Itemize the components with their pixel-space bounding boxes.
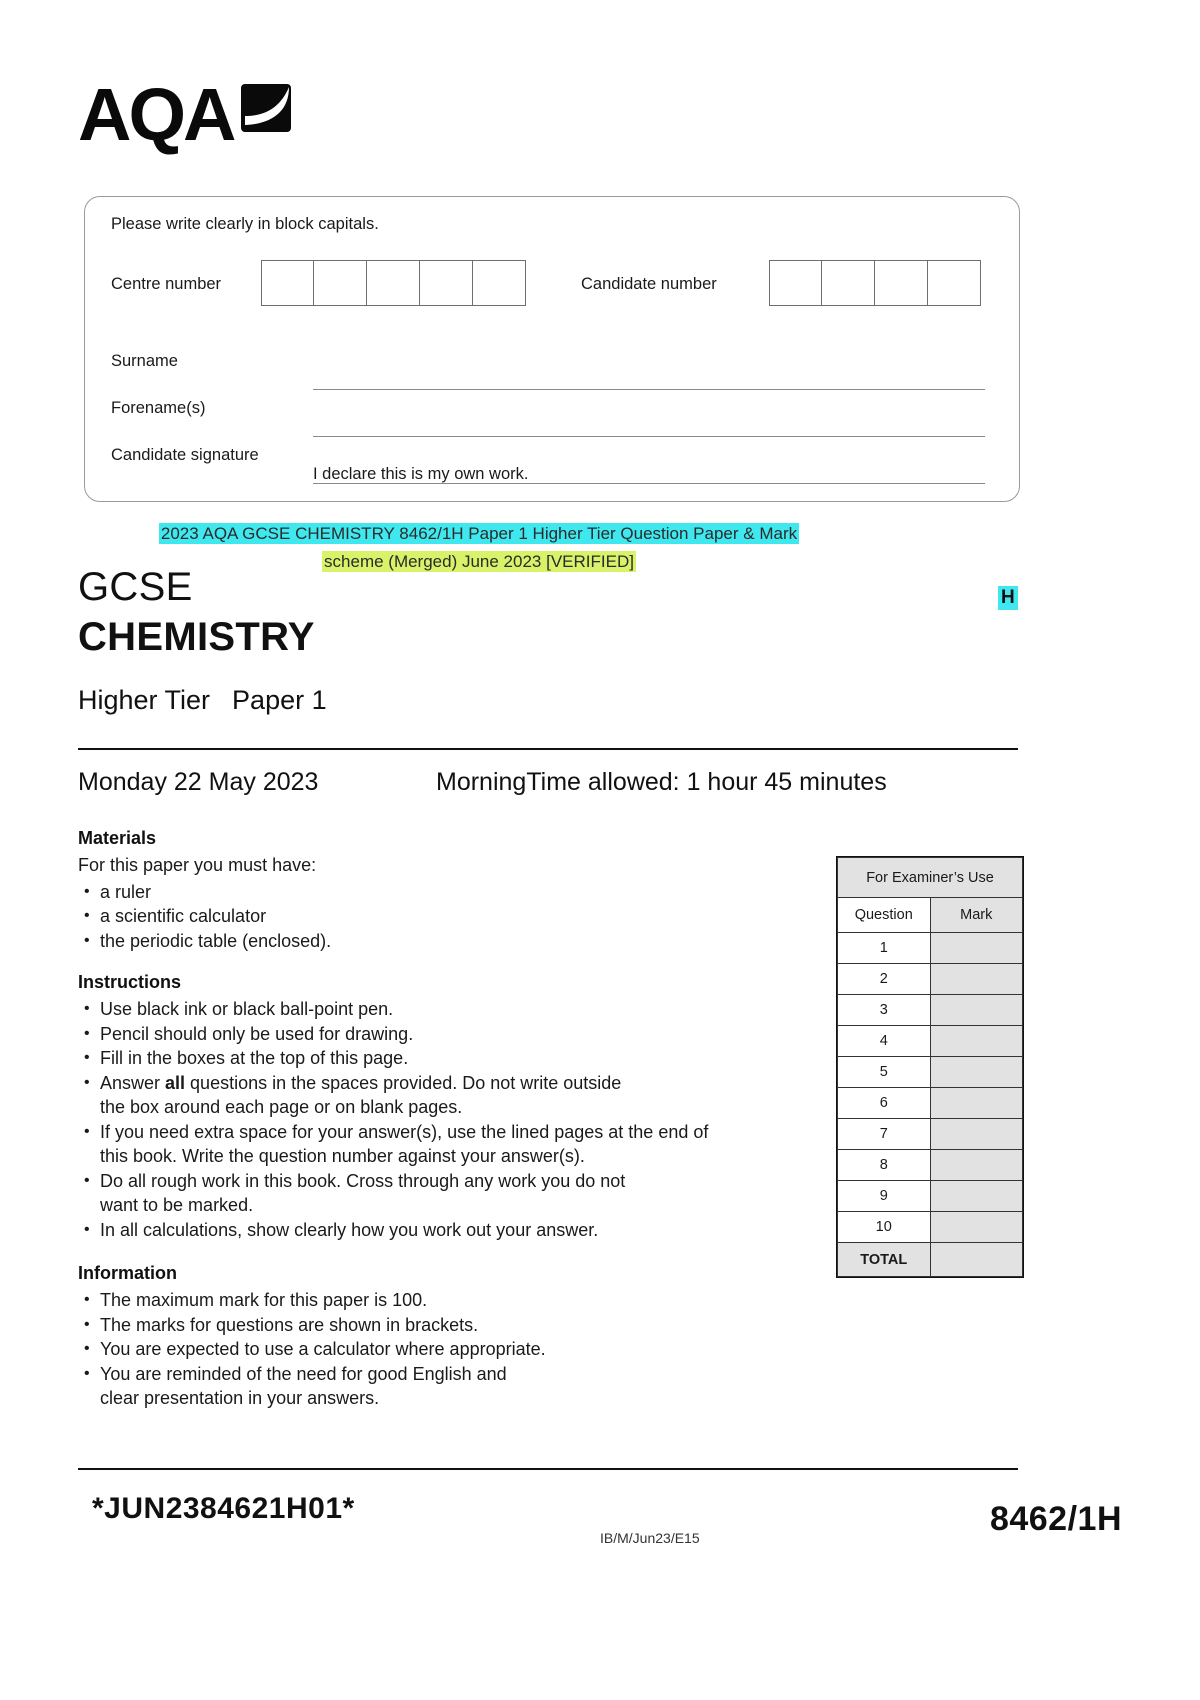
mark-cell[interactable] <box>930 1026 1023 1057</box>
centre-number-label: Centre number <box>111 275 222 293</box>
tier-paper-line <box>78 685 327 716</box>
caption-line-1: 2023 AQA GCSE CHEMISTRY 8462/1H Paper 1 Higher Tier Question Paper & Mark <box>160 524 798 543</box>
question-number: 2 <box>838 964 931 995</box>
list-item: • Fill in the boxes at the top of this page. <box>78 1046 808 1071</box>
exam-session: Morning <box>436 768 527 796</box>
forenames-label: Forename(s) <box>111 399 206 417</box>
table-row <box>838 995 1023 1026</box>
mark-cell[interactable] <box>930 1150 1023 1181</box>
list-item: • Do all rough work in this book. Cross through any work you do not <box>78 1169 808 1194</box>
list-item: • The maximum mark for this paper is 100. <box>78 1288 808 1313</box>
candidate-number-input[interactable] <box>769 260 981 306</box>
mark-cell[interactable] <box>930 964 1023 995</box>
qualification-title: GCSE <box>78 565 193 609</box>
question-number: 9 <box>838 1181 931 1212</box>
candidate-signature-input[interactable] <box>313 483 985 484</box>
table-row-column-headers <box>838 898 1023 933</box>
aqa-leaf-icon <box>239 82 293 136</box>
mark-cell[interactable] <box>930 1212 1023 1243</box>
centre-number-cell[interactable] <box>473 260 526 306</box>
candidate-number-label: Candidate number <box>581 275 717 293</box>
mark-cell[interactable] <box>930 1119 1023 1150</box>
information-list <box>78 1288 808 1411</box>
paper-label: Paper 1 <box>232 685 327 715</box>
list-item: • You are reminded of the need for good English and <box>78 1362 808 1387</box>
information-section <box>78 1263 808 1411</box>
list-item-continuation: this book. Write the question number against your answer(s). <box>100 1146 585 1166</box>
exam-session-time <box>436 768 887 797</box>
question-number: 4 <box>838 1026 931 1057</box>
examiner-use-table <box>836 856 1024 1278</box>
question-number: 3 <box>838 995 931 1026</box>
list-item: • You are expected to use a calculator where appropriate. <box>78 1337 808 1362</box>
total-mark-cell[interactable] <box>930 1243 1023 1277</box>
aqa-logo <box>78 73 293 156</box>
question-number: 5 <box>838 1057 931 1088</box>
centre-number-cell[interactable] <box>261 260 314 306</box>
mark-cell[interactable] <box>930 1181 1023 1212</box>
centre-number-cell[interactable] <box>367 260 420 306</box>
list-item: • a scientific calculator <box>78 904 808 929</box>
table-row <box>838 1150 1023 1181</box>
candidate-details-box <box>84 196 1020 502</box>
materials-list <box>78 880 808 954</box>
surname-label: Surname <box>111 352 178 370</box>
centre-number-cell[interactable] <box>314 260 367 306</box>
candidate-signature-label: Candidate signature <box>111 446 259 464</box>
forenames-input[interactable] <box>313 436 985 437</box>
instructions-section <box>78 972 808 1242</box>
divider-bottom <box>78 1468 1018 1470</box>
table-row <box>838 1119 1023 1150</box>
mark-cell[interactable] <box>930 933 1023 964</box>
column-header-mark: Mark <box>930 898 1023 933</box>
list-item-continuation: clear presentation in your answers. <box>100 1388 380 1408</box>
candidate-number-cell[interactable] <box>769 260 822 306</box>
materials-heading: Materials <box>78 828 157 848</box>
table-row <box>838 933 1023 964</box>
list-item-continuation: want to be marked. <box>100 1195 254 1215</box>
list-item: • Pencil should only be used for drawing. <box>78 1022 808 1047</box>
table-row-header-top <box>838 858 1023 898</box>
aqa-logo-text: AQA <box>78 73 234 156</box>
exam-time-allowed: Time allowed: 1 hour 45 minutes <box>526 768 887 796</box>
exam-date: Monday 22 May 2023 <box>78 768 319 796</box>
candidate-number-cell[interactable] <box>875 260 928 306</box>
surname-input[interactable] <box>313 389 985 390</box>
list-item <box>78 1071 808 1096</box>
list-item: • If you need extra space for your answer(s), use the lined pages at the end of <box>78 1120 808 1145</box>
centre-number-cell[interactable] <box>420 260 473 306</box>
list-item: • The marks for questions are shown in brackets. <box>78 1313 808 1338</box>
mark-cell[interactable] <box>930 1088 1023 1119</box>
declaration-text: I declare this is my own work. <box>313 465 529 483</box>
table-row-total <box>838 1243 1023 1277</box>
table-row <box>838 1088 1023 1119</box>
paper-code: 8462/1H <box>989 1500 1122 1538</box>
question-number: 8 <box>838 1150 931 1181</box>
tier-badge-h: H <box>998 586 1018 610</box>
materials-section <box>78 828 808 953</box>
instructions-heading: Instructions <box>78 972 182 992</box>
centre-number-input[interactable] <box>261 260 526 306</box>
list-item: • In all calculations, show clearly how you work out your answer. <box>78 1218 808 1243</box>
list-item: • the periodic table (enclosed). <box>78 929 808 954</box>
list-item: • Use black ink or black ball-point pen. <box>78 997 808 1022</box>
examiner-use-header: For Examiner’s Use <box>838 858 1023 898</box>
candidate-number-cell[interactable] <box>822 260 875 306</box>
list-item: • a ruler <box>78 880 808 905</box>
table-row <box>838 1181 1023 1212</box>
ib-code: IB/M/Jun23/E15 <box>600 1530 700 1546</box>
subject-title: CHEMISTRY <box>78 615 315 659</box>
candidate-number-cell[interactable] <box>928 260 981 306</box>
caption-line-2: scheme (Merged) June 2023 [VERIFIED] <box>324 552 634 571</box>
column-header-question: Question <box>838 898 931 933</box>
question-number: 7 <box>838 1119 931 1150</box>
barcode-text: *JUN2384621H01* <box>92 1492 355 1525</box>
examiner-table-body <box>838 858 1023 1277</box>
block-capitals-instruction: Please write clearly in block capitals. <box>111 215 379 233</box>
question-number: 1 <box>838 933 931 964</box>
divider-top <box>78 748 1018 750</box>
question-number: 10 <box>838 1212 931 1243</box>
instructions-list <box>78 997 808 1242</box>
total-label: TOTAL <box>838 1243 931 1277</box>
table-row <box>838 964 1023 995</box>
table-row <box>838 1212 1023 1243</box>
tier-label: Higher Tier <box>78 685 211 715</box>
information-heading: Information <box>78 1263 177 1283</box>
document-caption <box>84 520 874 576</box>
mark-cell[interactable] <box>930 1057 1023 1088</box>
mark-cell[interactable] <box>930 995 1023 1026</box>
question-number: 6 <box>838 1088 931 1119</box>
list-item-text: Answer all questions in the spaces provided. Do not write outside <box>100 1072 622 1093</box>
table-row <box>838 1057 1023 1088</box>
list-item-continuation: the box around each page or on blank pages. <box>100 1097 463 1117</box>
materials-intro: For this paper you must have: <box>78 855 317 875</box>
table-row <box>838 1026 1023 1057</box>
